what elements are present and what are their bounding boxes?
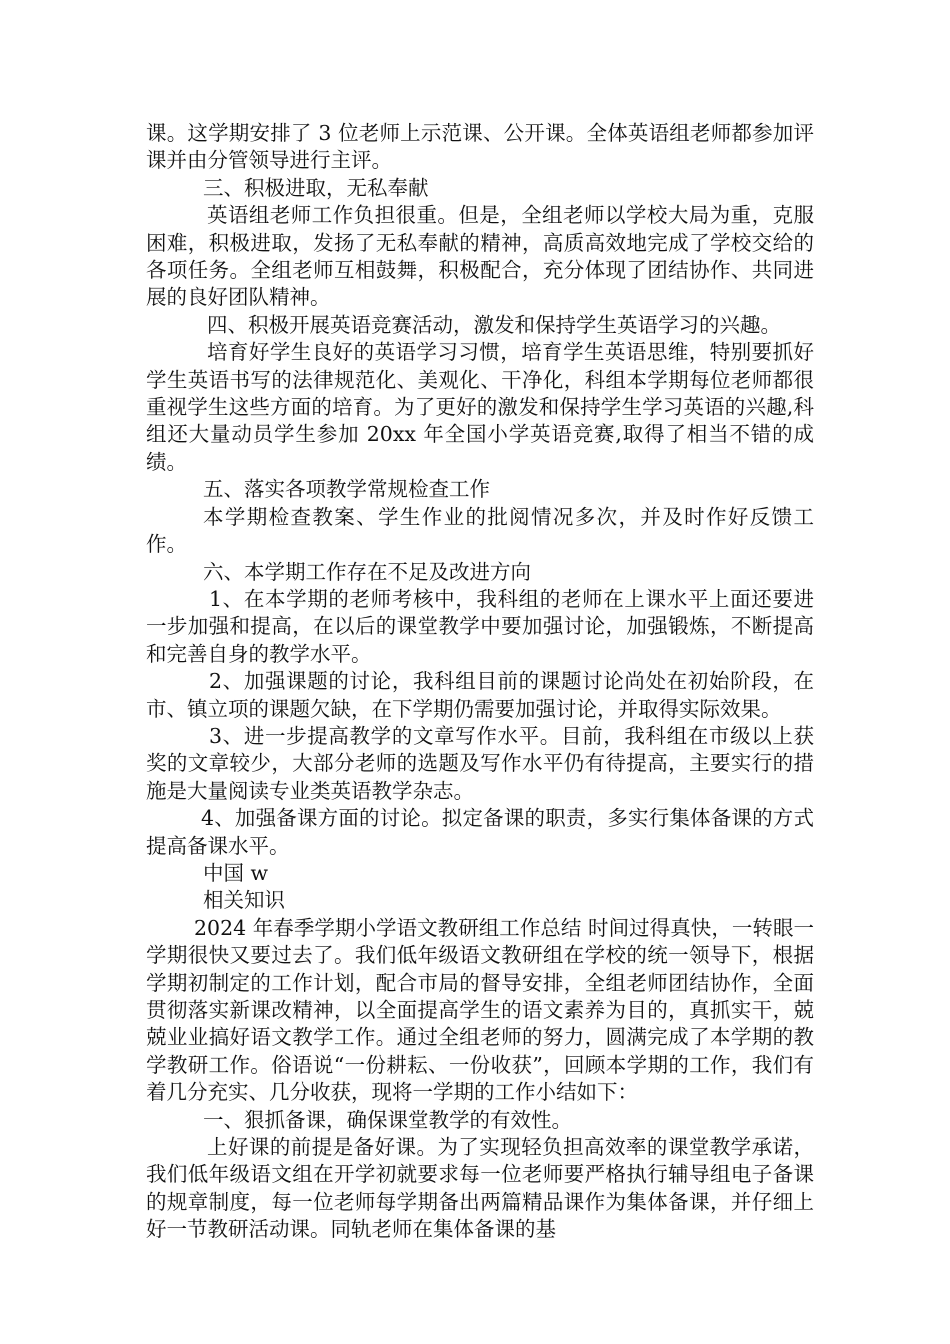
section-heading-6: 六、本学期工作存在不足及改进方向 [203,559,531,584]
paragraph-continuation: 课。这学期安排了 3 位老师上示范课、公开课。全体英语组老师都参加评课并由分管领导进行主评。 [146,121,814,173]
site-mark: 中国 w [203,860,269,885]
document-body [146,120,814,1244]
list-item-3: 3、进一步提高教学的文章写作水平。目前，我科组在市级以上获奖的文章较少，大部分老师的选题及写作水平仍有待提高，主要实行的措施是大量阅读专业类英语教学杂志。 [146,723,814,803]
section-heading-5: 五、落实各项教学常规检查工作 [203,477,490,502]
related-knowledge-label: 相关知识 [203,888,285,913]
section-heading-3: 三、积极进取，无私奉献 [203,175,429,200]
paragraph: 本学期检查教案、学生作业的批阅情况多次，并及时作好反馈工作。 [146,504,814,557]
paragraph: 2024 年春季学期小学语文教研组工作总结 时间过得真快，一转眼一学期很快又要过去了。我们低年级语文教研组在学校的统一领导下，根据学期初制定的工作计划，配合市局的督导安排，全组老师团结协作，全面贯彻落实新课改精神，以全面提高学生的语文素养为目的，真抓实干，兢兢业业搞好语文教学工作。通过全组老师的努力，圆满完成了本学期的教学教研工作。俗语说“一份耕耘、一份收获”，回顾本学期的工作，我们有着几分充实、几分收获，现将一学期的工作小结如下： [146,915,814,1105]
section-heading-1: 一、狠抓备课，确保课堂教学的有效性。 [203,1107,572,1132]
paragraph: 上好课的前提是备好课。为了实现轻负担高效率的课堂教学承诺，我们低年级语文组在开学初就要求每一位老师要严格执行辅导组电子备课的规章制度，每一位老师每学期备出两篇精品课作为集体备课，并仔细上好一节教研活动课。同轨老师在集体备课的基 [146,1135,814,1242]
paragraph: 英语组老师工作负担很重。但是，全组老师以学校大局为重，克服困难，积极进取，发扬了无私奉献的精神，高质高效地完成了学校交给的各项任务。全组老师互相鼓舞，积极配合，充分体现了团结协作、共同进展的良好团队精神。 [146,203,814,310]
list-item-4: 4、加强备课方面的讨论。拟定备课的职责，多实行集体备课的方式提高备课水平。 [146,806,814,858]
list-item-2: 2、加强课题的讨论，我科组目前的课题讨论尚处在初始阶段，在市、镇立项的课题欠缺，在下学期仍需要加强讨论，并取得实际效果。 [146,669,814,721]
paragraph: 培育好学生良好的英语学习习惯，培育学生英语思维，特别要抓好学生英语书写的法律规范化、美观化、干净化，科组本学期每位老师都很重视学生这些方面的培育。为了更好的激发和保持学生学习英语的兴趣,科组还大量动员学生参加 20xx 年全国小学英语竞赛,取得了相当不错的成绩。 [146,340,814,474]
list-item-1: 1、在本学期的老师考核中，我科组的老师在上课水平上面还要进一步加强和提高，在以后的课堂教学中要加强讨论，加强锻炼，不断提高和完善自身的教学水平。 [146,586,814,666]
section-heading-4: 四、积极开展英语竞赛活动，激发和保持学生英语学习的兴趣。 [207,312,781,337]
